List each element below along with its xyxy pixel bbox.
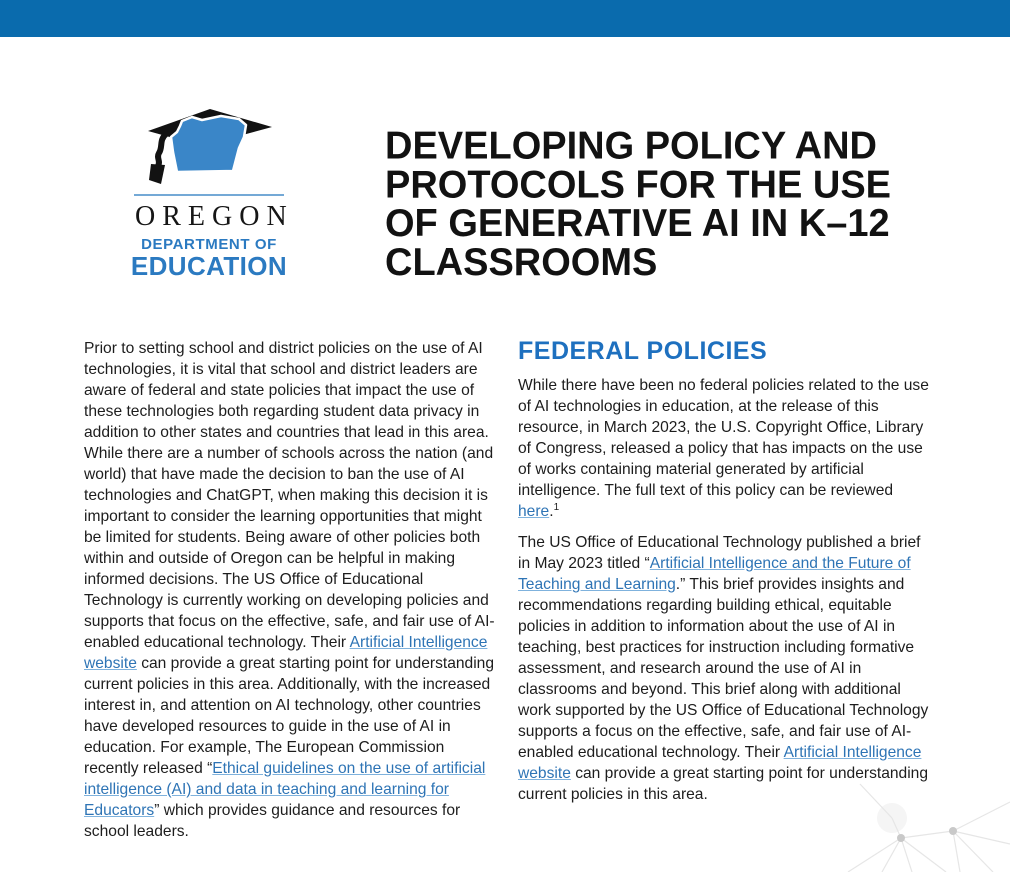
logo-education-text: EDUCATION	[130, 251, 288, 281]
federal-policies-heading: FEDERAL POLICIES	[518, 337, 768, 365]
federal-policies-paragraph-2	[518, 532, 931, 805]
graduation-cap-oregon-icon	[142, 106, 276, 188]
text-run: .	[549, 503, 554, 520]
body-columns	[84, 338, 931, 852]
title-line-1: DEVELOPING POLICY AND	[385, 124, 877, 168]
text-run: While there have been no federal policies related to the use of AI technologies in education, at the release of this resource, in March 2023, the U.S. Copyright Office, Library of Congress, released a policy that has impacts on the use of works containing material generated by artificial intelligence. The full text of this policy can be reviewed	[518, 377, 929, 499]
inline-link[interactable]: Artificial Intelligence website	[518, 744, 922, 782]
text-run: Prior to setting school and district policies on the use of AI technologies, it is vital that school and district leaders are aware of federal and state policies that impact the use of these technologies both regarding student data privacy in addition to other states and countries that lead in this area. While there are a number of schools across the nation (and world) that have made the decision to ban the use of AI technologies and ChatGPT, when making this decision it is important to consider the learning opportunities that might be limited for students. Being aware of other policies both within and outside of Oregon can be helpful in making informed decisions. The US Office of Educational Technology is currently working on developing policies and supports that focus on the effective, safe, and fair use of AI-enabled educational technology. Their	[84, 340, 495, 651]
ode-logo	[128, 106, 294, 281]
logo-divider-line	[134, 194, 284, 196]
logo-department-of-text: DEPARTMENT OF	[141, 236, 277, 253]
text-run: ” which provides guidance and resources for school leaders.	[84, 802, 461, 840]
inline-link[interactable]: Artificial Intelligence website	[84, 634, 488, 672]
left-column	[84, 338, 497, 852]
title-line-4: CLASSROOMS	[385, 241, 658, 285]
intro-paragraph	[84, 338, 497, 842]
inline-link[interactable]: Ethical guidelines on the use of artificial intelligence (AI) and data in teaching and learning for Educators	[84, 760, 486, 819]
text-run: .” This brief provides insights and recommendations regarding building ethical, equitable policies in addition to information about the use of AI in teaching, best practices for instruction including formative assessment, and research around the use of AI in classrooms and beyond. This brief along with additional work supported by the US Office of Educational Technology supports a focus on the effective, safe, and fair use of AI-enabled educational technology. Their	[518, 576, 929, 761]
text-run: can provide a great starting point for understanding current policies in this area.	[518, 765, 929, 803]
text-run: can provide a great starting point for understanding current policies in this area. Additionally, with the increased interest in, and attention on AI technology, other countries have developed resources to guide in the use of AI in education. For example, The European Commission recently released “	[84, 655, 495, 777]
document-title	[385, 124, 945, 285]
footnote-reference: 1	[553, 501, 560, 513]
logo-oregon-text: OREGON	[135, 201, 294, 232]
federal-policies-paragraph-1	[518, 375, 931, 522]
text-run: The US Office of Educational Technology published a brief in May 2023 titled “	[518, 534, 921, 572]
title-line-2: PROTOCOLS FOR THE USE	[385, 163, 892, 207]
right-column	[518, 338, 931, 852]
title-line-3: OF GENERATIVE AI IN K–12	[385, 202, 890, 246]
inline-link[interactable]: here	[518, 503, 550, 520]
inline-link[interactable]: Artificial Intelligence and the Future of Teaching and Learning	[518, 555, 911, 593]
top-accent-bar	[0, 0, 1010, 37]
